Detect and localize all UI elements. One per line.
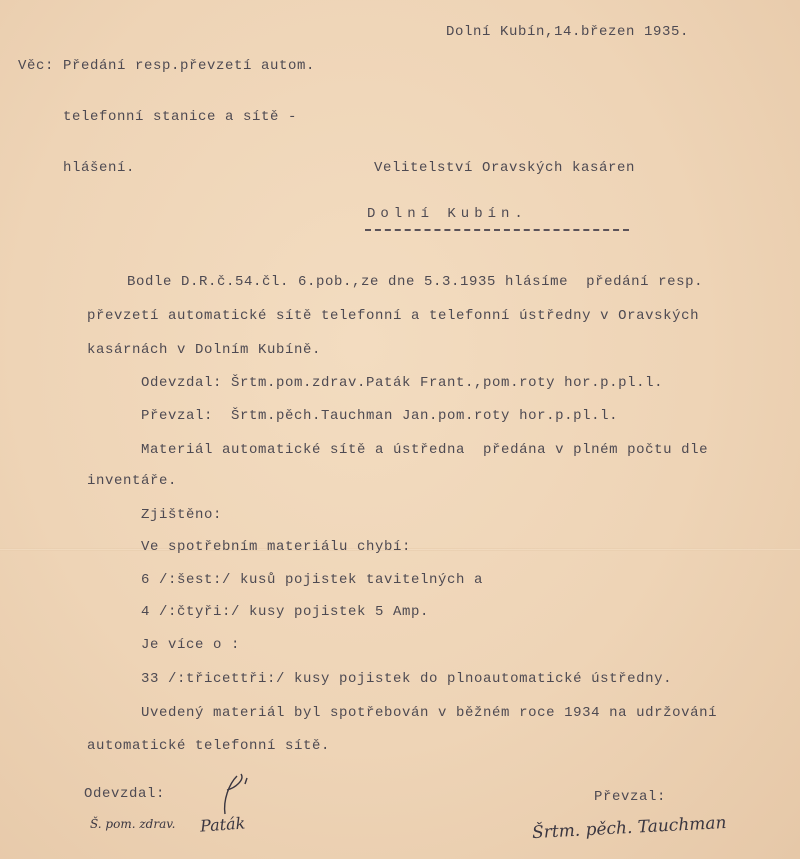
signature-left-rank: Š. pom. zdrav. [90, 817, 176, 831]
body-line: Bodle D.R.č.54.čl. 6.pob.,ze dne 5.3.1935 hlásíme předání resp. [100, 274, 704, 290]
signature-flourish-left [205, 770, 265, 818]
body-line: Odevzdal: Šrtm.pom.zdrav.Paták Frant.,pom.roty hor.p.pl.l. [87, 375, 664, 391]
body-line: inventáře. [87, 473, 178, 489]
body-line: kasárnách v Dolním Kubíně. [87, 342, 322, 358]
place-date: Dolní Kubín,14.březen 1935. [446, 24, 690, 40]
body-line: Ve spotřebním materiálu chybí: [87, 539, 412, 555]
subject-line: Věc: Předání resp.převzetí autom. [18, 58, 316, 74]
body-line: Uvedený materiál byl spotřebován v běžném roce 1934 na udržování [87, 705, 718, 721]
body-line: 33 /:třicettři:/ kusy pojistek do plnoautomatické ústředny. [87, 671, 673, 687]
signature-left: Paták [199, 813, 246, 836]
body-line: převzetí automatické sítě telefonní a telefonní ústředny v Oravských [87, 308, 700, 324]
handed-over-label: Odevzdal: [84, 786, 166, 802]
body-line: 6 /:šest:/ kusů pojistek tavitelných a [87, 572, 484, 588]
body-line: automatické telefonní sítě. [87, 738, 331, 754]
body-line: Je více o : [87, 637, 241, 653]
received-label: Převzal: [594, 789, 667, 805]
city-underline [365, 229, 629, 231]
subject-block [18, 24, 315, 211]
addressee-city: Dolní Kubín. [367, 206, 528, 222]
body-line: Převzal: Šrtm.pěch.Tauchman Jan.pom.roty hor.p.pl.l. [87, 408, 619, 424]
body-line: Zjištěno: [87, 507, 223, 523]
subject-line: telefonní stanice a sítě - [18, 109, 298, 125]
signature-right: Šrtm. pěch. Tauchman [531, 812, 727, 844]
addressee-title: Velitelství Oravských kasáren [374, 160, 636, 176]
body-line: 4 /:čtyři:/ kusy pojistek 5 Amp. [87, 604, 430, 620]
body-line: Materiál automatické sítě a ústředna předána v plném počtu dle [87, 442, 709, 458]
subject-line: hlášení. [18, 160, 136, 176]
